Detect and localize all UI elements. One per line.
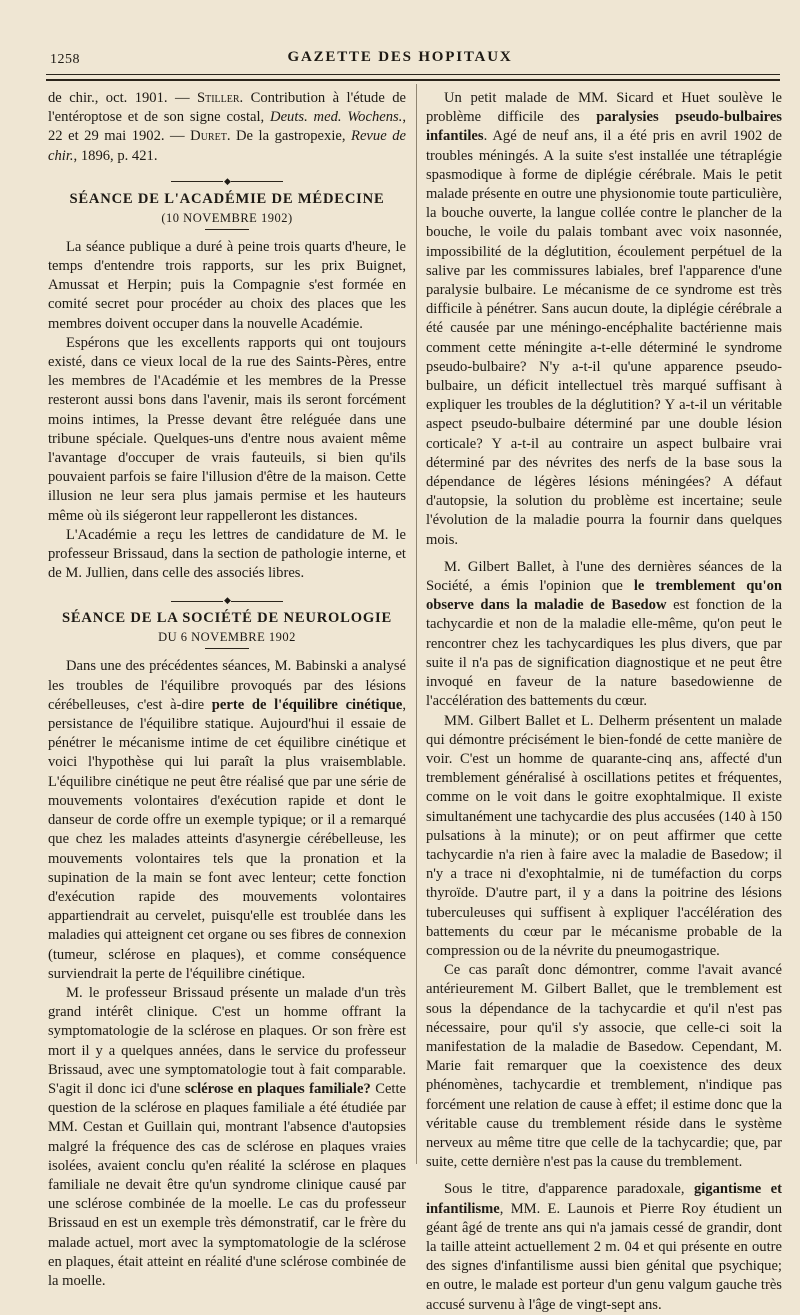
right-paragraph-1: Un petit malade de MM. Sicard et Huet soulève le problème difficile des paralysies pseudo-bulbaires infantiles. Agé de neuf ans, il a été pris en avril 1902 de troubles méningés. A la suite s'est installée une tétraplégie spasmodique à forme de diplégie cérébrale. Mais le petit malade présente en outre une physionomie toute particulière, la bouche ouverte, la langue collée contre le plancher de la bouche, le voile du palais tombant avec voix nasonnée, impossibilité de la déglutition, écoulement perpétuel de la salive par les commissures labiales, bref l'apparence d'une paralysie bulbaire. Le mécanisme de ce syndrome est très difficile à pénétrer. Sans aucun doute, la diplégie cérébrale a été causée par une méningo-encéphalite bactérienne mais comment cette méningite a-t-elle déterminé le syndrome pseudo-bulbaire? N'y a-t-il qu'une apparence pseudo-bulbaire, un déficit intellectuel très marqué suffisant à expliquer les troubles de la déglutition? Y a-t-il un véritable aspect pseudo-bulbaire déterminé par une double lésion corticale? Y a-t-il au contraire un aspect bulbaire vrai déterminé par des névrites des nerfs de la base sous la dépendance de légères lésions méningées? A défaut d'autopsie, la solution du problème est incertaine; seule l'évolution de la maladie pourra la fournir dans quelques mois. bbox=[426, 90, 782, 548]
academie-heading-rule bbox=[205, 229, 249, 230]
running-title: GAZETTE DES HOPITAUX bbox=[287, 49, 513, 65]
author-duret: Duret bbox=[190, 128, 227, 145]
page-number: 1258 bbox=[50, 52, 80, 67]
bibliography-continuation: de chir., oct. 1901. — Stiller. Contribution à l'étude de l'entéroptose et de son signe costal, Deuts. med. Wochens., 22 et 29 mai 1902. — Duret. De la gastropexie, Revue de chir., 1896, p. 421. bbox=[48, 90, 406, 164]
neurologie-paragraph-1: Dans une des précédentes séances, M. Babinski a analysé les troubles de l'équilibre provoqués par des lésions cérébelleuses, c'est à-dire perte de l'équilibre cinétique, persistance de l'équilibre statique. Aujourd'hui il essaie de pénétrer le mécanisme intime de cet équilibre cinétique et voici l'hypothèse qui lui paraît la plus vraisemblable. L'équilibre cinétique ne peut être réalisé que par une série de mouvements volontaires d'exécution rapide et dont le danseur de corde offre un exemple typique; or il a remarqué que chez les malades atteints d'asynergie cérébelleuse, les mouvements volontaires tels que la pronation et la supination de la main se font avec lenteur; cette fonction d'exécution rapide des mouvements volontaires appartiendrait au cervelet, puisqu'elle est troublée dans les maladies qui atteignent cet organe ou ses fibres de connexion (tumeur, sclérose en plaques), et comme conséquence surviendrait la perte de l'équilibre cinétique. bbox=[48, 658, 406, 982]
journal-revue-chir: Revue de chir. bbox=[48, 128, 406, 164]
academie-paragraph-1: La séance publique a duré à peine trois quarts d'heure, le temps d'entendre trois rapports, sur les prix Buignet, Amussat et Herpin; puis la Compagnie s'est formée en comité secret pour procéder au choix des places que les membres doivent occuper dans la nouvelle Académie. bbox=[48, 238, 406, 332]
bold-phrase: perte de l'équilibre cinétique bbox=[211, 696, 403, 713]
right-paragraph-2: M. Gilbert Ballet, à l'une des dernières séances de la Société, a émis l'opinion que le tremblement qu'on observe dans la maladie de Basedow est fonction de la tachycardie et non de la maladie elle-même, qu'on peut le rencontrer chez les tachycardiques les plus divers, que par suite il n'a pas de signification diagnostique et ne peut être invoqué en faveur de la nature basedowienne de l'accélération des battements du cœur. bbox=[426, 558, 783, 710]
header-rule-thick bbox=[46, 79, 780, 81]
bold-phrase: sclérose en plaques familiale? bbox=[184, 1080, 371, 1097]
neurologie-paragraph-2: M. le professeur Brissaud présente un malade d'un très grand intérêt clinique. C'est un homme offrant la symptomatologie de la sclérose en plaques. Or son frère est mort il y a quelques années, dans le service du professeur Brissaud, avec une symptomatologie tout à fait comparable. S'agit il donc ici d'une sclérose en plaques familiale? Cette question de la sclérose en plaques familiale a été étudiée par MM. Cestan et Guillain qui, montrant l'absence d'autopsies malgré la fréquence des cas de sclérose en plaques vraies isolées, avaient conclu qu'en réalité la sclérose en plaques familiale ne devait être qu'un syndrome clinique causé par une sclérose combinée de la moelle. Le cas du professeur Brissaud en est un exemple très démonstratif, car le frère du malade actuel, mort avec la symptomatologie de la sclérose en plaques, était atteint en réalité d'une sclérose combinée de la moelle. bbox=[48, 984, 407, 1289]
journal-deuts-med: Deuts. med. Wochens. bbox=[270, 109, 403, 126]
neurologie-heading-rule bbox=[205, 648, 249, 649]
bold-phrase: le tremblement qu'on observe dans la maladie de Basedow bbox=[426, 578, 783, 614]
neurologie-heading: SÉANCE DE LA SOCIÉTÉ DE NEUROLOGIE bbox=[61, 610, 393, 627]
right-paragraph-5: Sous le titre, d'apparence paradoxale, gigantisme et infantilisme, MM. E. Launois et Pierre Roy étudient un géant âgé de trente ans qui n'a jamais cessé de grandir, dont la taille atteint actuellement 2 m. 04 et qui présente en outre des signes d'infantilisme aussi bien génital que psychique; en outre, le malade est porteur d'un genu valgum gauche très accusé survenu à l'âge de vingt-sept ans. bbox=[426, 1181, 782, 1313]
left-column bbox=[48, 89, 407, 1289]
section-ornament: ◆ bbox=[48, 591, 406, 609]
right-paragraph-4: Ce cas paraît donc démontrer, comme l'avait avancé antérieurement M. Gilbert Ballet, que le tremblement est sous la dépendance de la tachycardie et qu'il n'est pas nécessaire, pour qu'il s'y associe, que celle-ci soit la manifestation de la maladie de Basedow. Cependant, M. Marie fait remarquer que la coexistence des deux phénomènes, tachycardie et tremblement, n'indique pas forcément une relation de cause à effet; il estime donc que la véritable cause du tremblement réside dans le système nerveux au même titre que celle de la tachycardie; que, par suite, cette dernière n'est pas la cause du tremblement. bbox=[426, 962, 782, 1171]
neurologie-date: DU 6 NOVEMBRE 1902 bbox=[158, 630, 296, 645]
author-stiller: Stiller bbox=[196, 90, 240, 106]
bold-phrase: gigantisme et infantilisme bbox=[426, 1181, 782, 1217]
section-ornament: ◆ bbox=[48, 172, 406, 190]
academie-paragraph-3: L'Académie a reçu les lettres de candidature de M. le professeur Brissaud, dans la section de pathologie interne, et de M. Jullien, dans celle des associés libres. bbox=[48, 526, 406, 582]
academie-heading: SÉANCE DE L'ACADÉMIE DE MÉDECINE bbox=[69, 190, 385, 207]
header-rule-thin bbox=[46, 74, 780, 75]
academie-date: (10 NOVEMBRE 1902) bbox=[161, 210, 293, 225]
column-divider bbox=[416, 84, 417, 1164]
right-column bbox=[426, 89, 783, 1313]
academie-paragraph-2: Espérons que les excellents rapports qui ont toujours existé, dans ce vieux local de la rue des Saints-Pères, entre les membres de l'Académie et les membres de la Presse resteront aussi bons dans l'avenir, mais ils seront forcément moins intimes, la Presse devant être reléguée dans une tribune spéciale. Quelques-uns d'entre nous avaient même l'avantage d'occuper de vrais fauteuils, si bien qu'ils pouvaient parfois se faire l'illusion d'être de la maison. Cette illusion ne leur sera plus jamais permise et les hauteurs même où ils siégeront leur rappelleront les distances. bbox=[48, 334, 406, 524]
right-paragraph-3: MM. Gilbert Ballet et L. Delherm présentent un malade qui démontre précisément le bien-fondé de cette manière de voir. C'est un homme de quarante-cinq ans, affecté d'un tremblement généralisé à oscillations petites et fréquentes, comme on le voit dans le goitre exophtalmique. Il existe simultanément une tachycardie des plus accusées (140 à 150 pulsations à la minute); or on peut affirmer que cette tachycardie n'a rien à faire avec la maladie de Basedow; il n'y a trace ni d'exophtalmie, ni de tuméfaction du corps thyroïde. D'autre part, il y a dans la poitrine des lésions tuberculeuses qui suffisent à expliquer l'accélération des battements du cœur par le mécanisme probable de la compression ou de la névrite du pneumogastrique. bbox=[426, 712, 782, 959]
bold-phrase: paralysies pseudo-bulbaires infantiles bbox=[426, 109, 782, 145]
